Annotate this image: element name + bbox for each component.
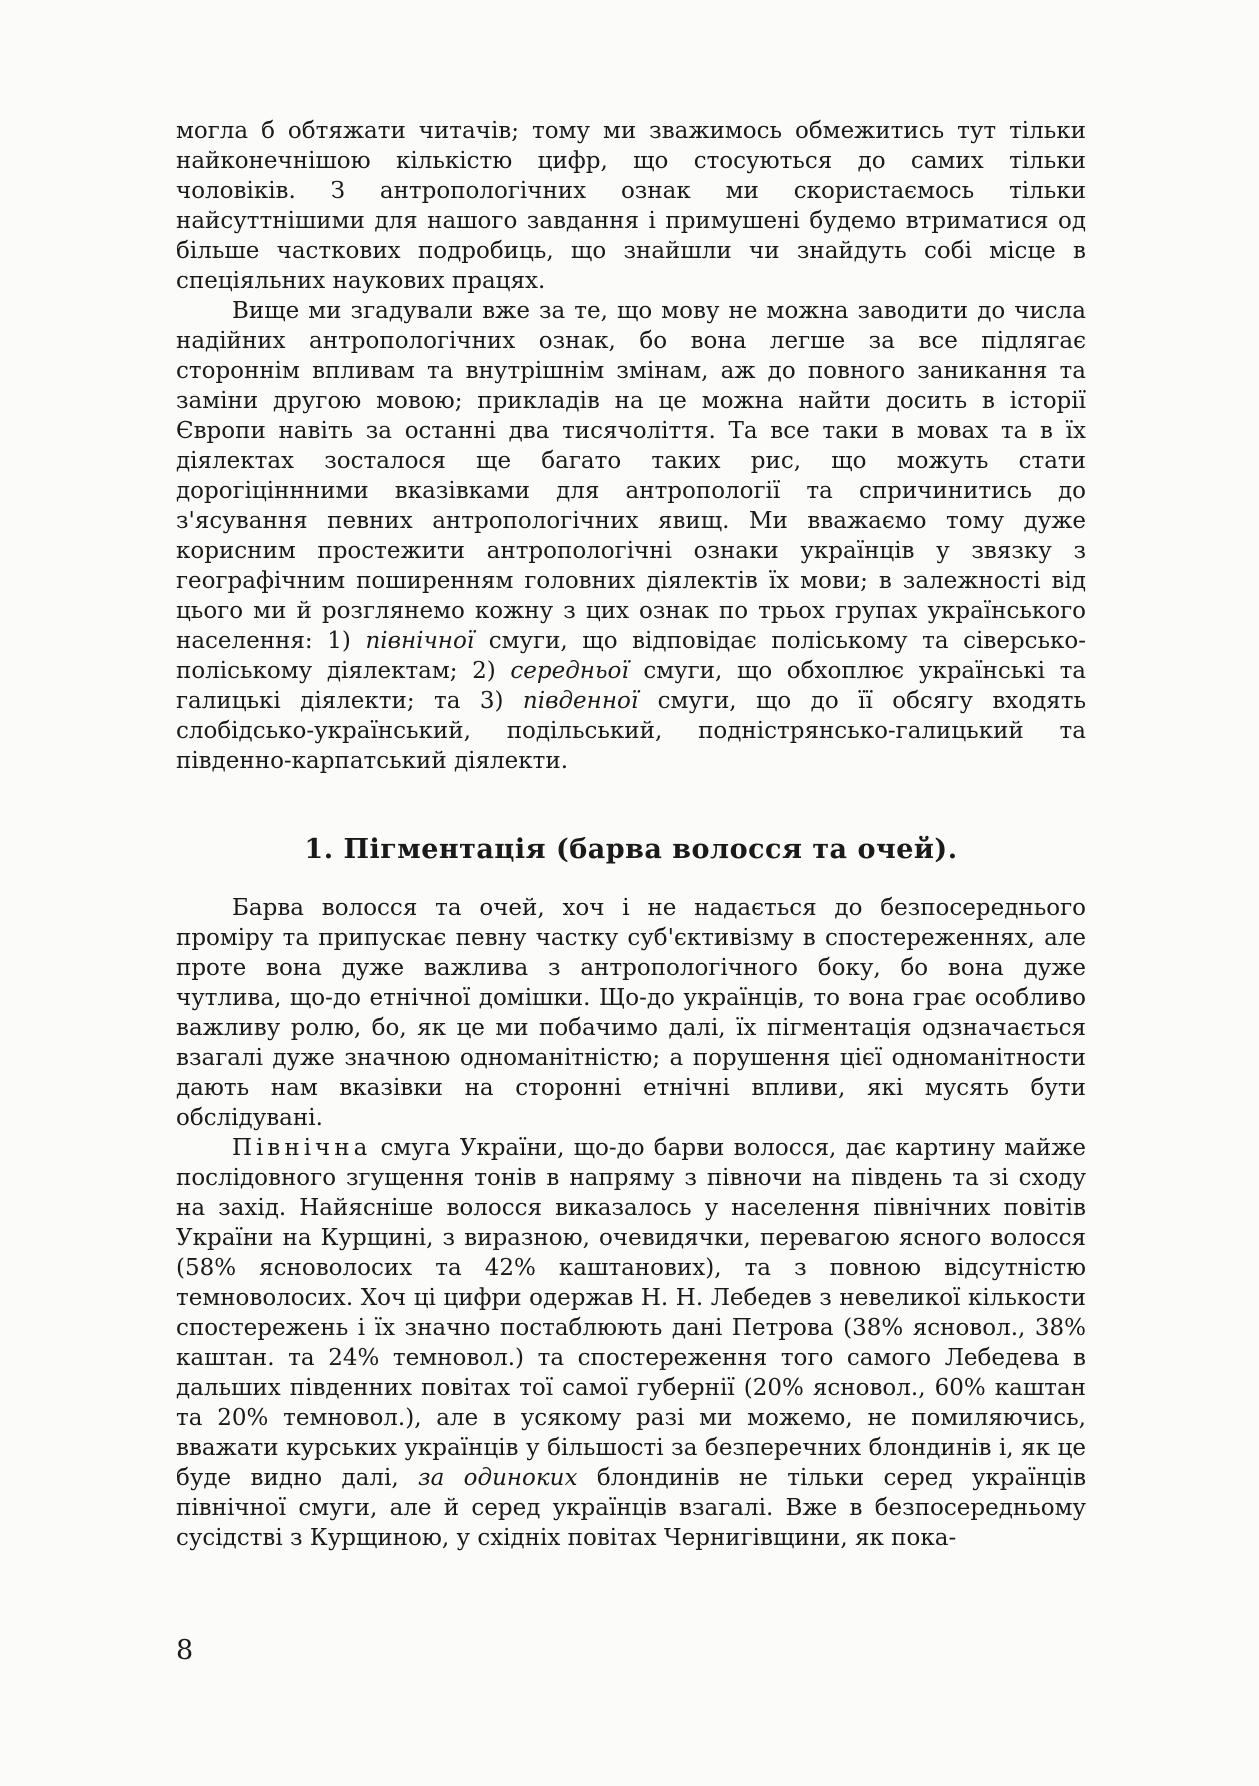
paragraph-northern-band [176, 1133, 1086, 1553]
bottom-text-block [176, 893, 1086, 1553]
paragraph-text: Барва волосся та очей, хоч і не надається до безпосереднього проміру та припускає певну частку суб'єктивізму в спостереженнях, але проте вона дуже важлива з антропологічного боку, бо вона дуже чутлива, що-до етнічної домішки. Що-до українців, то вона грає особливо важливу ролю, бо, як це ми побачимо далі, їх пігментація одзначається взагалі дуже значною одноманітністю; а порушення цієї одноманітности дають нам вказівки на сторонні етнічні впливи, які мусять бути обслідувані. [176, 895, 1086, 1131]
paragraph-text: смуги, що відповідає поліському та сіверсько-поліському діялектам; 2) [176, 628, 1087, 684]
section-heading: 1. Пігментація (барва волосся та очей). [304, 834, 958, 865]
emphasis-middle: середньої [510, 658, 629, 684]
paragraph-dialects [176, 296, 1086, 776]
paragraph-text: смуги, що обхоплює українські та галицькі діялекти; та 3) [176, 658, 1087, 714]
paragraph-pigmentation [176, 893, 1086, 1133]
emphasis-single: за одиноких [418, 1465, 578, 1491]
emphasis-southern: південної [522, 688, 639, 714]
emphasis-northern: північної [365, 628, 475, 654]
spaced-term-northern: Північна [232, 1135, 372, 1161]
paragraph-text: блондинів не тільки серед українців північної смуги, але й серед українців взагалі. Вже в безпосередньому сусідстві з Курщиною, у східніх повітах Чернигівщини, як пока- [176, 1465, 1087, 1551]
paragraph-text: Вище ми згадували вже за те, що мову не можна заводити до числа надійних антропологічних ознак, бо вона легше за все підлягає стороннім впливам та внутрішнім змінам, аж до повного заникання та заміни другою мовою; прикладів на це можна найти досить в історії Європи навіть за останні два тисячоліття. Та все таки в мовах та в їх діялектах зосталося ще багато таких рис, що можуть стати дорогіціннними вказівками для антропології та спричинитись до з'ясування певних антропологічних явищ. Ми вважаємо тому дуже корисним простежити антропологічні ознаки українців у звязку з географічним поширенням головних діялектів їх мови; в залежності від цього ми й розглянемо кожну з цих ознак по трьох групах українського населення: 1) [176, 298, 1086, 654]
paragraph-text: могла б обтяжати читачів; тому ми зважимось обмежитись тут тільки найконечнішою кількістю цифр, що стосуються до самих тільки чоловіків. З антропологічних ознак ми скористаємось тільки найсуттнішими для нашого завдання і примушені будемо втриматися од більше часткових подробиць, що знайшли чи знайдуть собі місце в спеціяльних наукових працях. [176, 118, 1086, 294]
page-number: 8 [176, 1635, 194, 1666]
paragraph-continued [176, 116, 1086, 296]
paragraph-text: смуга України, що-до барви волосся, дає картину майже послідовного згущення тонів в напряму з півночи на південь та зі сходу на захід. Найясніше волосся виказалось у населення північних повітів України на Курщині, з виразною, очевидячки, перевагою ясного волосся (58% ясноволосих та 42% каштанових), та з повною відсутністю темноволосих. Хоч ці цифри одержав Н. Н. Лебедев з невеликої кількости спостережень і їх значно постаблюють дані Петрова (38% ясновол., 38% каштан. та 24% темновол.) та спостереження того самого Лебедева в дальших південних повітах тої самої губернії (20% ясновол., 60% каштан та 20% темновол.), але в усякому разі ми можемо, не помиляючись, вважати курських українців у більшості за безперечних блондинів і, як це буде видно далі, [176, 1135, 1086, 1491]
top-text-block [176, 116, 1086, 776]
paragraph-text: смуги, що до її обсягу входять слобідсько-український, подільський, подністрянсько-галицький та південно-карпатський діялекти. [176, 688, 1087, 774]
